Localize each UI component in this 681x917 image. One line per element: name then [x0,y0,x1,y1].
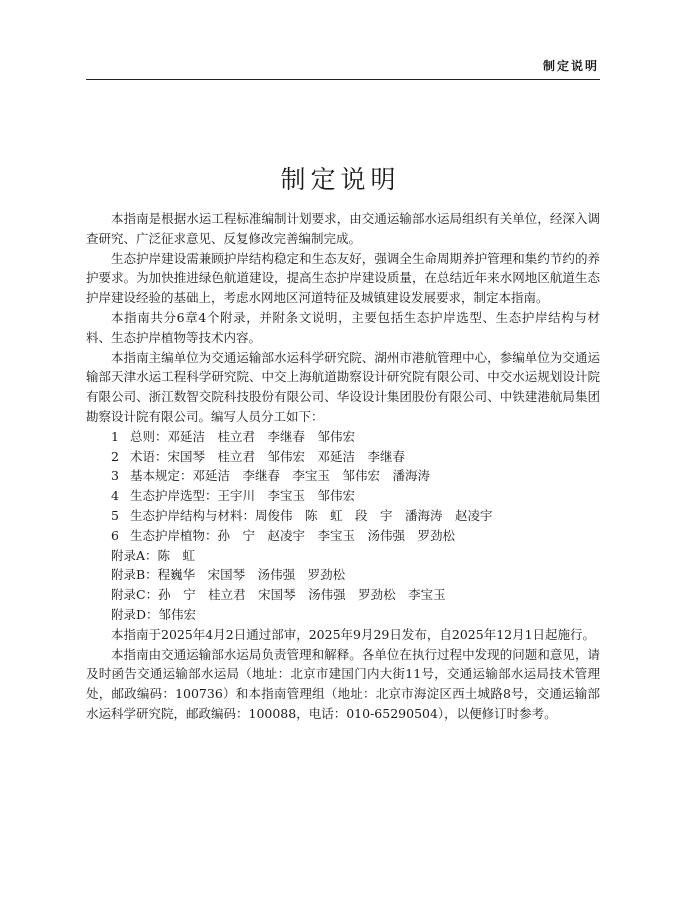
appendix-line: 附录C：孙 宁 桂立君 宋国琴 汤伟强 罗劲松 李宝玉 [111,587,446,603]
appendix-line: 附录D：邹伟宏 [111,606,197,622]
chapter-line [86,427,600,447]
paragraph-purpose: 生态护岸建设需兼顾护岸结构稳定和生态友好，强调全生命周期养护管理和集约节约的养护要求。为加快推进绿色航道建设，提高生态护岸建设质量，在总结近年来水网地区航道生态护岸建设经验的基础上，考虑水网地区河道特征及城镇建设发展要求，制定本指南。 [86,250,600,306]
paragraph-editors: 本指南主编单位为交通运输部水运科学研究院、湖州市港航管理中心，参编单位为交通运输部天津水运工程科学研究院、中交上海航道勘察设计研究院有限公司、中交水运规划设计院有限公司、浙江数智交院科技股份有限公司、华设设计集团股份有限公司、中铁建港航局集团勘察设计院有限公司。编写人员分工如下： [86,349,600,424]
paragraph-origin: 本指南是根据水运工程标准编制计划要求，由交通运输部水运局组织有关单位，经深入调查研究、广泛征求意见、反复修改完善编制完成。 [86,211,600,246]
chapter-authors: 总则：邓延洁 桂立君 李继春 邹伟宏 [130,428,356,444]
page-title: 制定说明 [280,165,401,194]
chapter-authors: 生态护岸结构与材料：周俊伟 陈 虹 段 宇 潘海涛 赵凌宇 [130,507,493,523]
chapter-authors: 生态护岸选型：王宇川 李宝玉 邹伟宏 [130,488,356,504]
document-body [86,209,600,724]
paragraph-dates: 本指南于2025年4月2日通过部审，2025年9月29日发布，自2025年12月1日起施行。 [111,626,596,642]
chapter-number: 5 [111,507,119,523]
paragraph-structure: 本指南共分6章4个附录，并附条文说明，主要包括生态护岸选型、生态护岸结构与材料、生态护岸植物等技术内容。 [86,309,600,345]
chapter-line [86,447,600,467]
header-rule [86,79,600,80]
chapter-number: 4 [111,488,119,504]
chapter-line [86,506,600,526]
running-head: 制定说明 [542,59,599,73]
chapter-number: 6 [111,527,119,543]
chapter-authors: 生态护岸植物：孙 宁 赵凌宇 李宝玉 汤伟强 罗劲松 [130,527,456,543]
chapter-number: 2 [111,448,119,464]
chapter-number: 3 [111,468,119,484]
chapter-line [86,466,600,486]
chapter-authors: 术语：宋国琴 桂立君 邹伟宏 邓延洁 李继春 [130,448,406,464]
chapter-line [86,526,600,546]
paragraph-contact: 本指南由交通运输部水运局负责管理和解释。各单位在执行过程中发现的问题和意见，请及时函告交通运输部水运局（地址：北京市建国门内大街11号，交通运输部水运局技术管理处，邮政编码：100736）和本指南管理组（地址：北京市海淀区西土城路8号，交通运输部水运科学研究院，邮政编码：100088，电话：010-65290504），以便修订时参考。 [86,646,600,721]
chapter-line [86,486,600,506]
chapter-authors: 基本规定：邓延洁 李继春 李宝玉 邹伟宏 潘海涛 [130,468,431,484]
appendix-line: 附录A：陈 虹 [111,547,196,563]
appendix-line: 附录B：程巍华 宋国琴 汤伟强 罗劲松 [111,567,346,583]
chapter-number: 1 [111,428,119,444]
